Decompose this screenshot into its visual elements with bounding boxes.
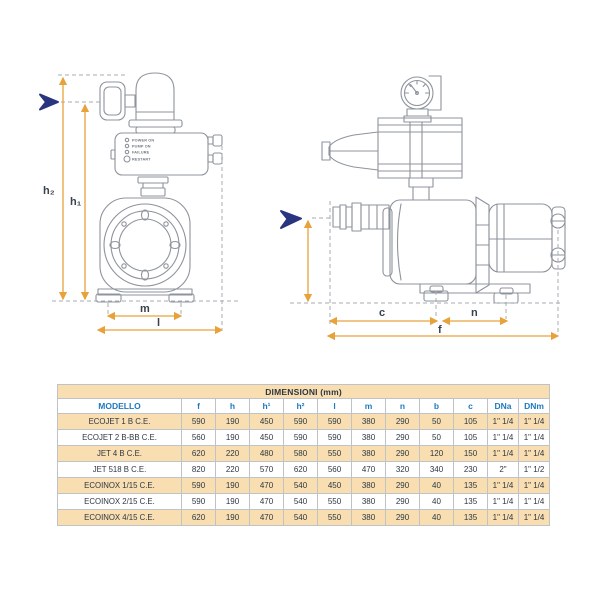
pump-fan-cover <box>100 198 190 292</box>
column-header: h <box>216 399 250 414</box>
dimension-value: 550 <box>318 446 352 462</box>
dimension-value: 540 <box>284 510 318 526</box>
dim-label-h1: h₁ <box>70 196 82 208</box>
dimension-value: 470 <box>250 494 284 510</box>
column-header: f <box>182 399 216 414</box>
dimension-value: 220 <box>216 462 250 478</box>
dimension-value: 1" 1/4 <box>519 414 550 430</box>
column-header-row <box>58 399 550 414</box>
dimension-value: 135 <box>454 510 488 526</box>
pressure-gauge-icon <box>401 76 441 122</box>
column-header: m <box>352 399 386 414</box>
dimension-value: 120 <box>420 446 454 462</box>
dimension-value: 590 <box>182 478 216 494</box>
table-row <box>58 494 550 510</box>
indicator-label: FAILURE <box>132 150 150 155</box>
elbow-fitting <box>129 73 182 133</box>
dimension-value: 590 <box>318 414 352 430</box>
dimension-value: 290 <box>386 494 420 510</box>
dimension-value: 190 <box>216 494 250 510</box>
dimension-value: 1" 1/4 <box>488 414 519 430</box>
dimension-value: 1" 1/4 <box>519 430 550 446</box>
dimension-value: 590 <box>318 430 352 446</box>
table-title-row <box>58 385 550 399</box>
dimension-value: 590 <box>182 414 216 430</box>
pointer-arrow-icon <box>281 211 301 228</box>
column-header: DNa <box>488 399 519 414</box>
reference-lines <box>290 201 560 334</box>
dimension-value: 1" 1/4 <box>488 430 519 446</box>
dim-label-n: n <box>471 307 478 319</box>
model-name: ECOINOX 4/15 C.E. <box>58 510 182 526</box>
indicator-label: POWER ON <box>132 138 155 143</box>
pump-on-led <box>125 144 128 147</box>
dimension-value: 580 <box>284 446 318 462</box>
dimension-value: 40 <box>420 510 454 526</box>
dimension-value: 220 <box>216 446 250 462</box>
pump-front-view-diagram <box>25 58 250 350</box>
jet-pump-drawing <box>322 76 565 303</box>
dimension-value: 480 <box>250 446 284 462</box>
dimension-value: 470 <box>352 462 386 478</box>
dimension-value: 560 <box>318 462 352 478</box>
ejector-body <box>322 118 462 178</box>
dimension-value: 470 <box>250 510 284 526</box>
dimension-value: 290 <box>386 446 420 462</box>
table-row <box>58 478 550 494</box>
table-row <box>58 510 550 526</box>
model-name: JET 4 B C.E. <box>58 446 182 462</box>
dim-label-m: m <box>140 303 150 315</box>
indicator-label: RESTART <box>132 157 151 162</box>
dimension-value: 105 <box>454 414 488 430</box>
dimension-value: 1" 1/4 <box>488 494 519 510</box>
dim-label-h2: h₂ <box>43 185 55 197</box>
failure-led <box>125 150 128 153</box>
model-name: ECOINOX 2/15 C.E. <box>58 494 182 510</box>
column-header: n <box>386 399 420 414</box>
dimension-value: 135 <box>454 478 488 494</box>
dimension-value: 150 <box>454 446 488 462</box>
dimension-value: 450 <box>250 430 284 446</box>
table-row <box>58 414 550 430</box>
column-header: c <box>454 399 488 414</box>
dimension-value: 560 <box>182 430 216 446</box>
pressure-gauge-icon <box>100 82 135 120</box>
dimension-value: 1" 1/2 <box>519 462 550 478</box>
dim-label-f: f <box>438 324 442 336</box>
column-header: MODELLO <box>58 399 182 414</box>
dimension-value: 820 <box>182 462 216 478</box>
indicator-label: PUMP ON <box>132 144 151 149</box>
power-on-led <box>125 138 128 141</box>
table-row <box>58 430 550 446</box>
restart-button <box>124 156 130 162</box>
dimension-value: 380 <box>352 494 386 510</box>
dimension-value: 380 <box>352 510 386 526</box>
dimension-value: 190 <box>216 430 250 446</box>
column-header: l <box>318 399 352 414</box>
dimension-value: 40 <box>420 494 454 510</box>
dimension-value: 105 <box>454 430 488 446</box>
dimension-value: 1" 1/4 <box>488 478 519 494</box>
dimension-value: 540 <box>284 478 318 494</box>
dim-label-l: l <box>157 317 161 329</box>
dimension-value: 320 <box>386 462 420 478</box>
column-header: h¹ <box>250 399 284 414</box>
pressure-control-box <box>111 133 222 175</box>
model-name: JET 518 B C.E. <box>58 462 182 478</box>
table-row <box>58 462 550 478</box>
dimensions-table <box>57 384 550 526</box>
pointer-arrow-icon <box>40 95 58 110</box>
pump-side-view-diagram <box>270 58 582 358</box>
dimension-value: 570 <box>250 462 284 478</box>
dimension-value: 540 <box>284 494 318 510</box>
dim-label-c: c <box>379 307 386 319</box>
column-header: b <box>420 399 454 414</box>
dimension-value: 290 <box>386 478 420 494</box>
dimension-value: 190 <box>216 510 250 526</box>
dimension-value: 590 <box>284 430 318 446</box>
dimension-value: 590 <box>182 494 216 510</box>
dimension-value: 620 <box>182 510 216 526</box>
dimension-value: 190 <box>216 478 250 494</box>
column-header: DNm <box>519 399 550 414</box>
dimension-value: 50 <box>420 430 454 446</box>
dimension-value: 290 <box>386 430 420 446</box>
dimension-value: 1" 1/4 <box>488 446 519 462</box>
dimension-value: 620 <box>182 446 216 462</box>
dimension-value: 290 <box>386 510 420 526</box>
table-row <box>58 446 550 462</box>
dimension-value: 1" 1/4 <box>488 510 519 526</box>
model-name: ECOJET 2 B-BB C.E. <box>58 430 182 446</box>
dimension-value: 550 <box>318 494 352 510</box>
dimension-value: 190 <box>216 414 250 430</box>
dimension-value: 380 <box>352 414 386 430</box>
dimension-value: 1" 1/4 <box>519 478 550 494</box>
dimension-value: 1" 1/4 <box>519 446 550 462</box>
dimension-value: 380 <box>352 478 386 494</box>
dimension-value: 550 <box>318 510 352 526</box>
model-name: ECOINOX 1/15 C.E. <box>58 478 182 494</box>
dimension-value: 450 <box>250 414 284 430</box>
dimension-value: 620 <box>284 462 318 478</box>
dimension-value: 450 <box>318 478 352 494</box>
pump-body <box>333 197 565 303</box>
dimension-value: 340 <box>420 462 454 478</box>
dimension-value: 230 <box>454 462 488 478</box>
dimension-value: 380 <box>352 446 386 462</box>
dimension-value: 1" 1/4 <box>519 494 550 510</box>
dimension-value: 1" 1/4 <box>519 510 550 526</box>
dimension-value: 590 <box>284 414 318 430</box>
dimension-value: 470 <box>250 478 284 494</box>
column-header: h² <box>284 399 318 414</box>
indicator-labels <box>132 138 154 161</box>
dimension-value: 2" <box>488 462 519 478</box>
pump-assembly-drawing <box>96 73 222 302</box>
dimension-value: 135 <box>454 494 488 510</box>
dimension-value: 380 <box>352 430 386 446</box>
model-name: ECOJET 1 B C.E. <box>58 414 182 430</box>
dimension-value: 40 <box>420 478 454 494</box>
dimension-value: 290 <box>386 414 420 430</box>
table-title: DIMENSIONI (mm) <box>58 385 550 399</box>
dimension-value: 50 <box>420 414 454 430</box>
